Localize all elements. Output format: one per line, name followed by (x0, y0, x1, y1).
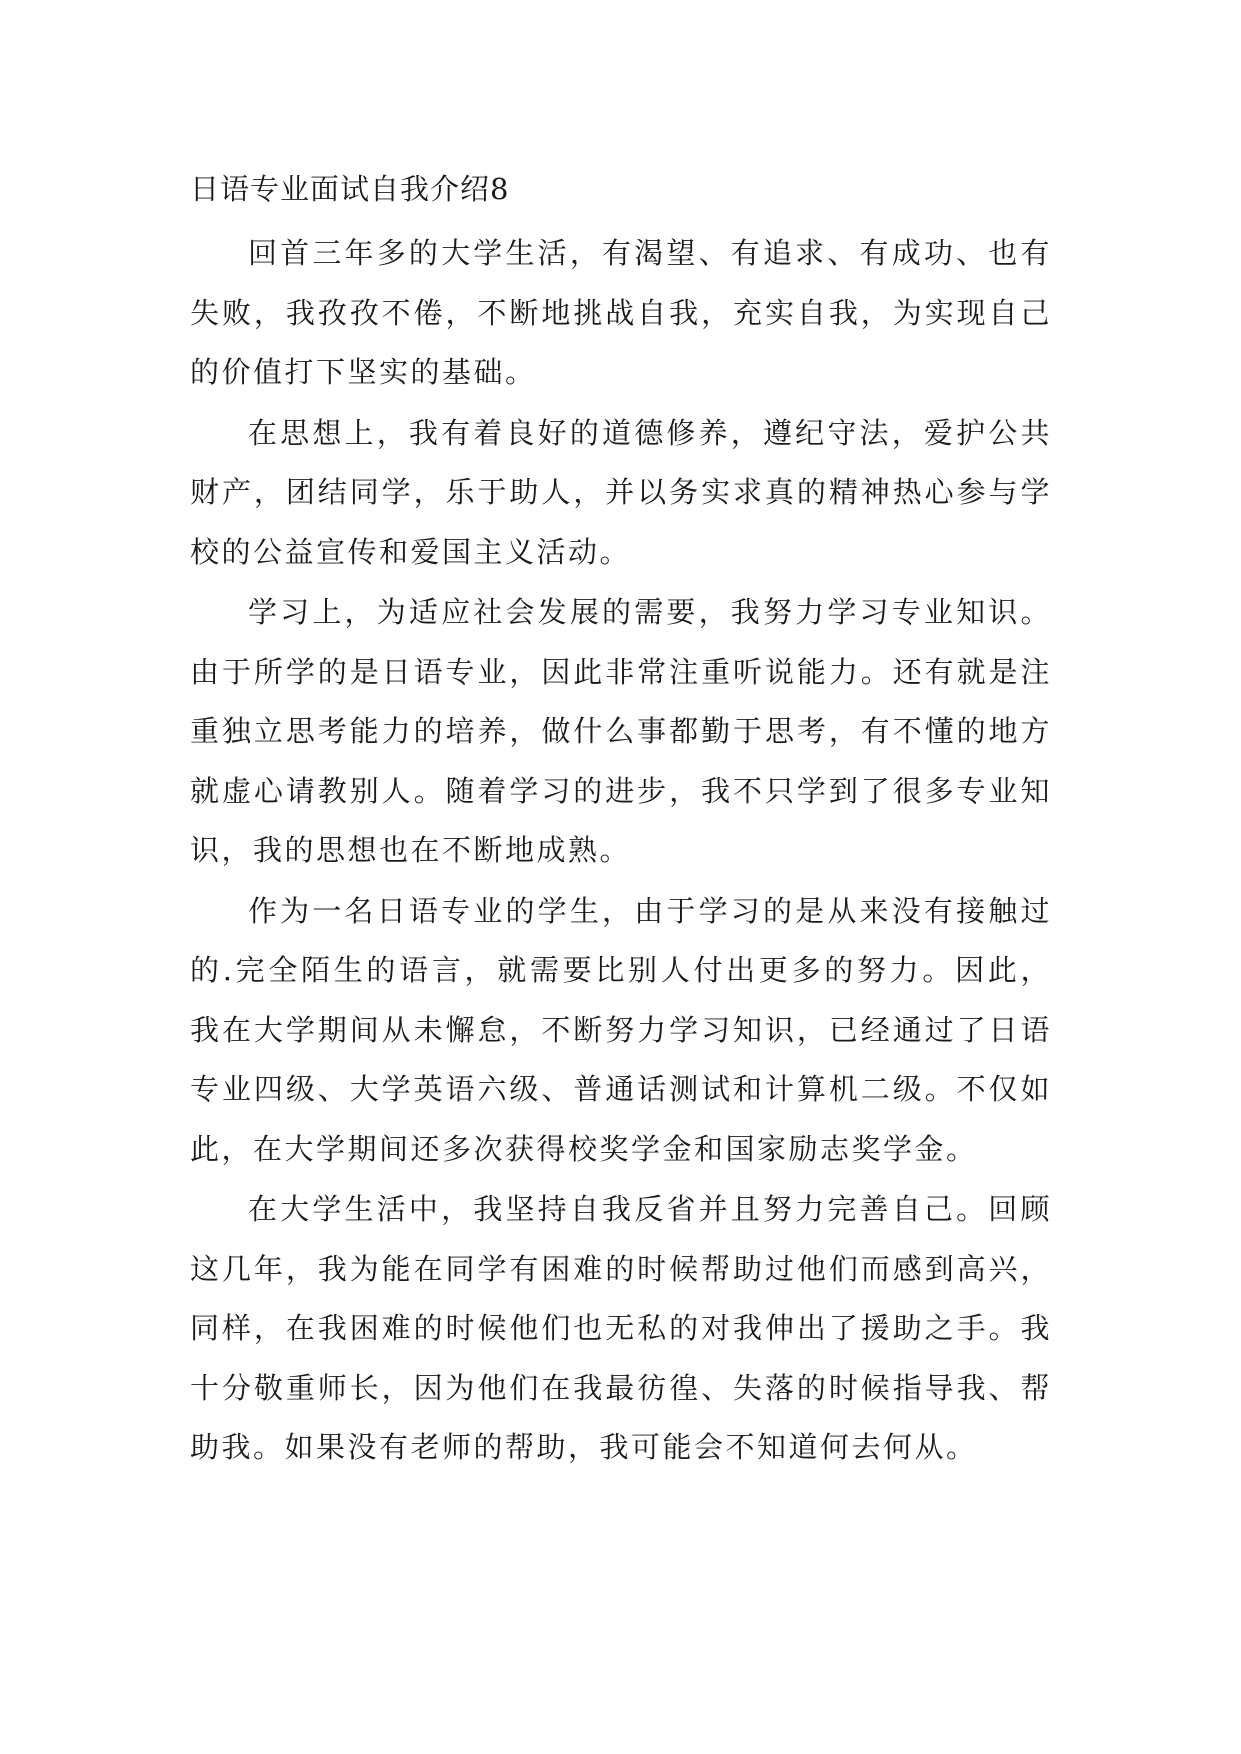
paragraph-2: 在思想上，我有着良好的道德修养，遵纪守法，爱护公共财产，团结同学，乐于助人，并以务实求真的精神热心参与学校的公益宣传和爱国主义活动。 (190, 415, 1052, 569)
document-title: 日语专业面试自我介绍8 (190, 172, 510, 206)
paragraph-3: 学习上，为适应社会发展的需要，我努力学习专业知识。由于所学的是日语专业，因此非常注重听说能力。还有就是注重独立思考能力的培养，做什么事都勤于思考，有不懂的地方就虚心请教别人。随着学习的进步，我不只学到了很多专业知识，我的思想也在不断地成熟。 (190, 595, 1052, 867)
paragraph-1: 回首三年多的大学生活，有渴望、有追求、有成功、也有失败，我孜孜不倦，不断地挑战自我，充实自我，为实现自己的价值打下坚实的基础。 (190, 236, 1052, 389)
paragraph-4: 作为一名日语专业的学生，由于学习的是从来没有接触过的.完全陌生的语言，就需要比别人付出更多的努力。因此，我在大学期间从未懈怠，不断努力学习知识，已经通过了日语专业四级、大学英语六级、普通话测试和计算机二级。不仅如此，在大学期间还多次获得校奖学金和国家励志奖学金。 (190, 893, 1052, 1166)
document-body (190, 160, 1052, 1478)
paragraph-5: 在大学生活中，我坚持自我反省并且努力完善自己。回顾这几年，我为能在同学有困难的时候帮助过他们而感到高兴，同样，在我困难的时候他们也无私的对我伸出了援助之手。我十分敬重师长，因为他们在我最彷徨、失落的时候指导我、帮助我。如果没有老师的帮助，我可能会不知道何去何从。 (190, 1192, 1052, 1464)
